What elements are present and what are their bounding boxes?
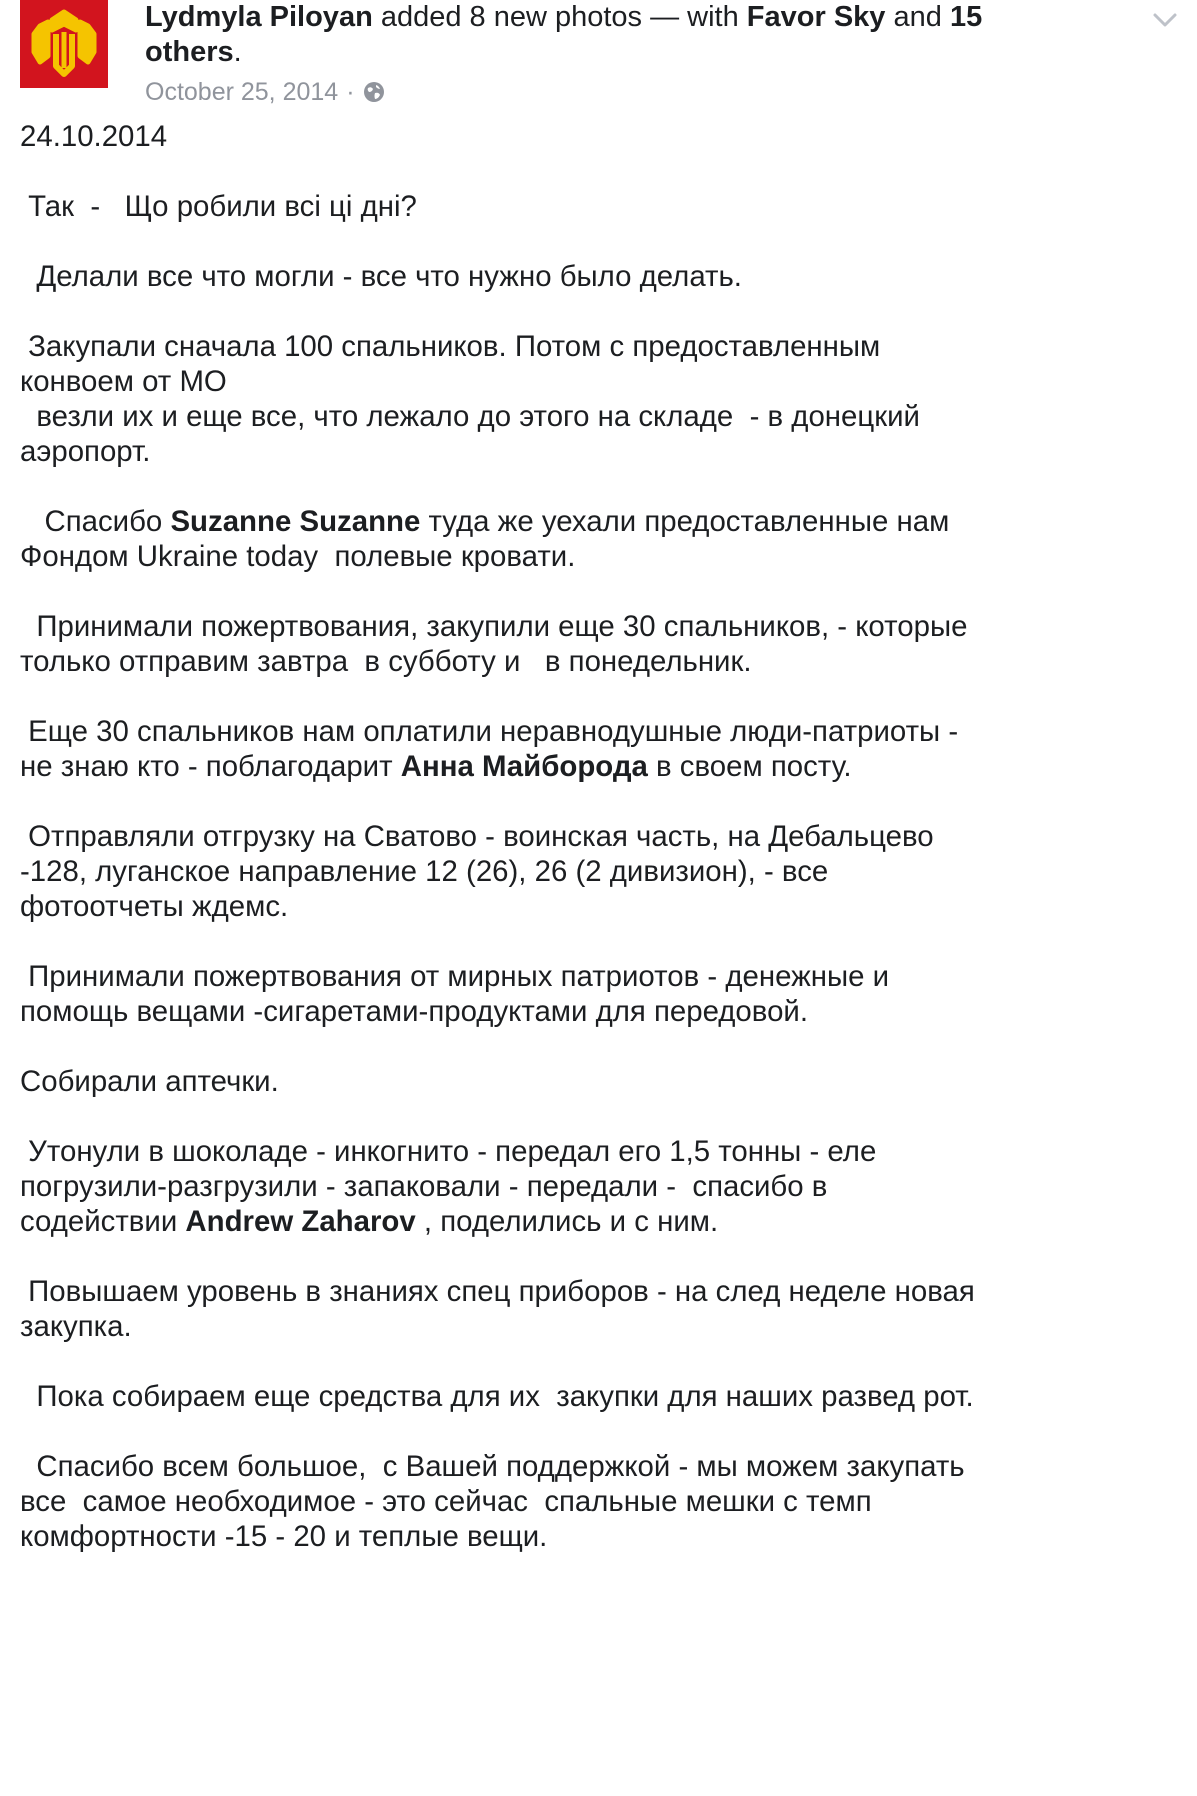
post-paragraph — [20, 714, 1180, 784]
paragraph-text: , поделились и с ним. — [415, 1205, 719, 1238]
others-link[interactable]: 15 others — [145, 1, 983, 68]
author-name[interactable]: Lydmyla Piloyan — [145, 1, 373, 33]
post-paragraph: Отправляли отгрузку на Сватово - воинская часть, на Дебальцево -128, луганское направление 12 (26), 26 (2 дивизион), - все фотоотчеты ждемс. — [20, 820, 934, 923]
globe-icon[interactable] — [363, 81, 385, 103]
post-paragraph-date: 24.10.2014 — [20, 120, 168, 153]
and-text: and — [885, 1, 950, 33]
mention-link[interactable]: Анна Майборода — [400, 750, 648, 783]
emblem-icon — [26, 6, 102, 82]
paragraph-text: туда же уехали предоставленные нам Фондом Ukraine today полевые кровати. — [20, 505, 950, 573]
mention-link[interactable]: Andrew Zaharov — [185, 1205, 416, 1238]
post-paragraph: Принимали пожертвования от мирных патриотов - денежные и помощь вещами -сигаретами-продуктами для передовой. — [20, 960, 890, 1028]
period-text: . — [233, 36, 242, 68]
post-paragraph: Делали все что могли - все что нужно было делать. — [20, 260, 742, 293]
mention-link[interactable]: Suzanne Suzanne — [170, 505, 421, 538]
post-paragraph: Пока собираем еще средства для их закупки для наших развед рот. — [20, 1380, 974, 1413]
post-paragraph — [20, 504, 1180, 574]
post-paragraph: Так - Що робили всі ці дні? — [20, 190, 417, 223]
separator-dot: · — [346, 78, 355, 106]
paragraph-text: Спасибо — [20, 505, 171, 538]
post-paragraph — [20, 1134, 1180, 1239]
post-paragraph: Принимали пожертвования, закупили еще 30 спальников, - которые только отправим завтра в субботу и в понедельник. — [20, 610, 968, 678]
post-meta — [145, 76, 385, 108]
paragraph-text: в своем посту. — [647, 750, 852, 783]
paragraph-text: Еще 30 спальников нам оплатили неравнодушные люди-патриоты - не знаю кто - поблагодарит — [20, 715, 959, 783]
post-body — [20, 119, 1180, 1554]
tagged-person-link[interactable]: Favor Sky — [746, 1, 886, 33]
post-date[interactable]: October 25, 2014 — [145, 78, 339, 106]
post-paragraph: Собирали аптечки. — [20, 1065, 279, 1098]
chevron-down-icon[interactable] — [1150, 8, 1180, 32]
post-paragraph: Спасибо всем большое, с Вашей поддержкой - мы можем закупать все самое необходимое - это сейчас спальные мешки с темп комфортности -15 - 20 и теплые вещи. — [20, 1450, 965, 1553]
post-paragraph: Закупали сначала 100 спальников. Потом с предоставленным конвоем от МО везли их и еще все, что лежало до этого на складе - в донецкий аэропорт. — [20, 330, 920, 468]
post-paragraph: Повышаем уровень в знаниях спец приборов - на след неделе новая закупка. — [20, 1275, 975, 1343]
paragraph-text: Утонули в шоколаде - инкогнито - передал его 1,5 тонны - еле погрузили-разгрузили - запаковали - передали - спасибо в содействии — [20, 1135, 877, 1238]
post-headline — [145, 0, 1025, 70]
action-text: added 8 new photos — with — [372, 1, 747, 33]
avatar[interactable] — [20, 0, 108, 88]
post-header — [20, 0, 1190, 110]
